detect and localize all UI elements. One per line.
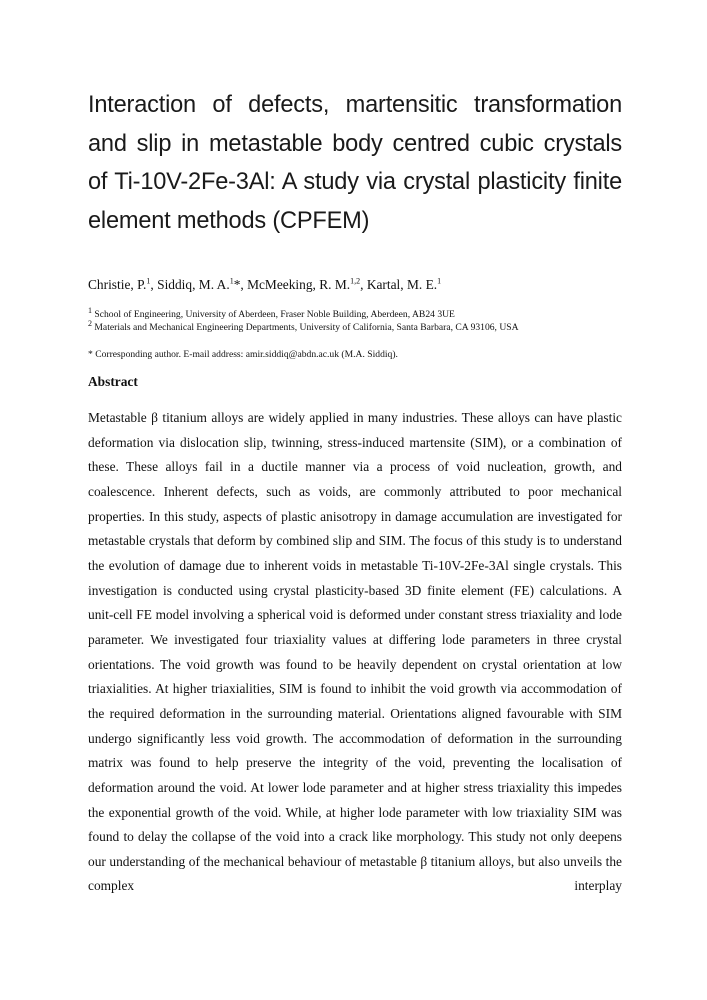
affiliation-number: 2 — [88, 318, 92, 328]
affiliation-number: 1 — [88, 305, 92, 315]
author-affiliation-marker: 1 — [437, 276, 442, 286]
author — [367, 277, 441, 292]
author-affiliation-marker: 1,2 — [350, 276, 361, 286]
author-separator: *, — [233, 277, 248, 292]
affiliation-text: School of Engineering, University of Aberdeen, Fraser Noble Building, Aberdeen, AB24 3UE — [94, 309, 455, 320]
affiliation — [88, 318, 622, 334]
paper-page — [88, 86, 622, 902]
author-list — [88, 276, 622, 294]
abstract-heading: Abstract — [88, 374, 138, 389]
author-affiliation-marker: 1 — [229, 276, 234, 286]
author — [88, 277, 157, 292]
author — [157, 277, 247, 292]
author-separator: , — [360, 277, 367, 292]
author — [247, 277, 367, 292]
affiliation — [88, 305, 622, 321]
author-name: Siddiq, M. A. — [157, 277, 230, 292]
author-name: McMeeking, R. M. — [247, 277, 351, 292]
author-name: Christie, P. — [88, 277, 147, 292]
author-separator: , — [150, 277, 158, 292]
paper-title: Interaction of defects, martensitic transformation and slip in metastable body centred cubic crystals of Ti-10V-2Fe-3Al: A study via crystal plasticity finite element methods (CPFEM) — [88, 92, 622, 234]
affiliation-text: Materials and Mechanical Engineering Departments, University of California, Santa Barbara, CA 93106, USA — [94, 322, 519, 333]
author-affiliation-marker: 1 — [146, 276, 151, 286]
affiliation-list — [88, 305, 622, 334]
abstract-text: Metastable β titanium alloys are widely applied in many industries. These alloys can have plastic deformation via dislocation slip, twinning, stress-induced martensite (SIM), or a combination of these. These alloys fail in a ductile manner via a process of void nucleation, growth, and coalescence. Inherent defects, such as voids, are commonly attributed to poor mechanical properties. In this study, aspects of plastic anisotropy in damage accumulation are investigated for metastable crystals that deform by combined slip and SIM. The focus of this study is to understand the evolution of damage due to inherent voids in metastable Ti-10V-2Fe-3Al single crystals. This investigation is conducted using crystal plasticity-based 3D finite element (FE) calculations. A unit-cell FE model involving a spherical void is deformed under constant stress triaxiality and lode parameter. We investigated four triaxiality values at differing lode parameters in three crystal orientations. The void growth was found to be heavily dependent on crystal orientation at low triaxialities. At higher triaxialities, SIM is found to inhibit the void growth via accommodation of the required deformation in the surrounding material. Orientations aligned favourable with SIM undergo significantly less void growth. The accommodation of deformation in the surrounding matrix was found to help preserve the integrity of the void, preventing the localisation of deformation around the void. At lower lode parameter and at higher stress triaxiality this impedes the exponential growth of the void. While, at higher lode parameter with low triaxiality SIM was found to delay the collapse of the void into a crack like morphology. This study not only deepens our understanding of the mechanical behaviour of metastable β titanium alloys, but also unveils the complex interplay — [88, 410, 622, 894]
corresponding-author-note: * Corresponding author. E-mail address: amir.siddiq@abdn.ac.uk (M.A. Siddiq). — [88, 349, 398, 360]
author-name: Kartal, M. E. — [366, 277, 438, 292]
